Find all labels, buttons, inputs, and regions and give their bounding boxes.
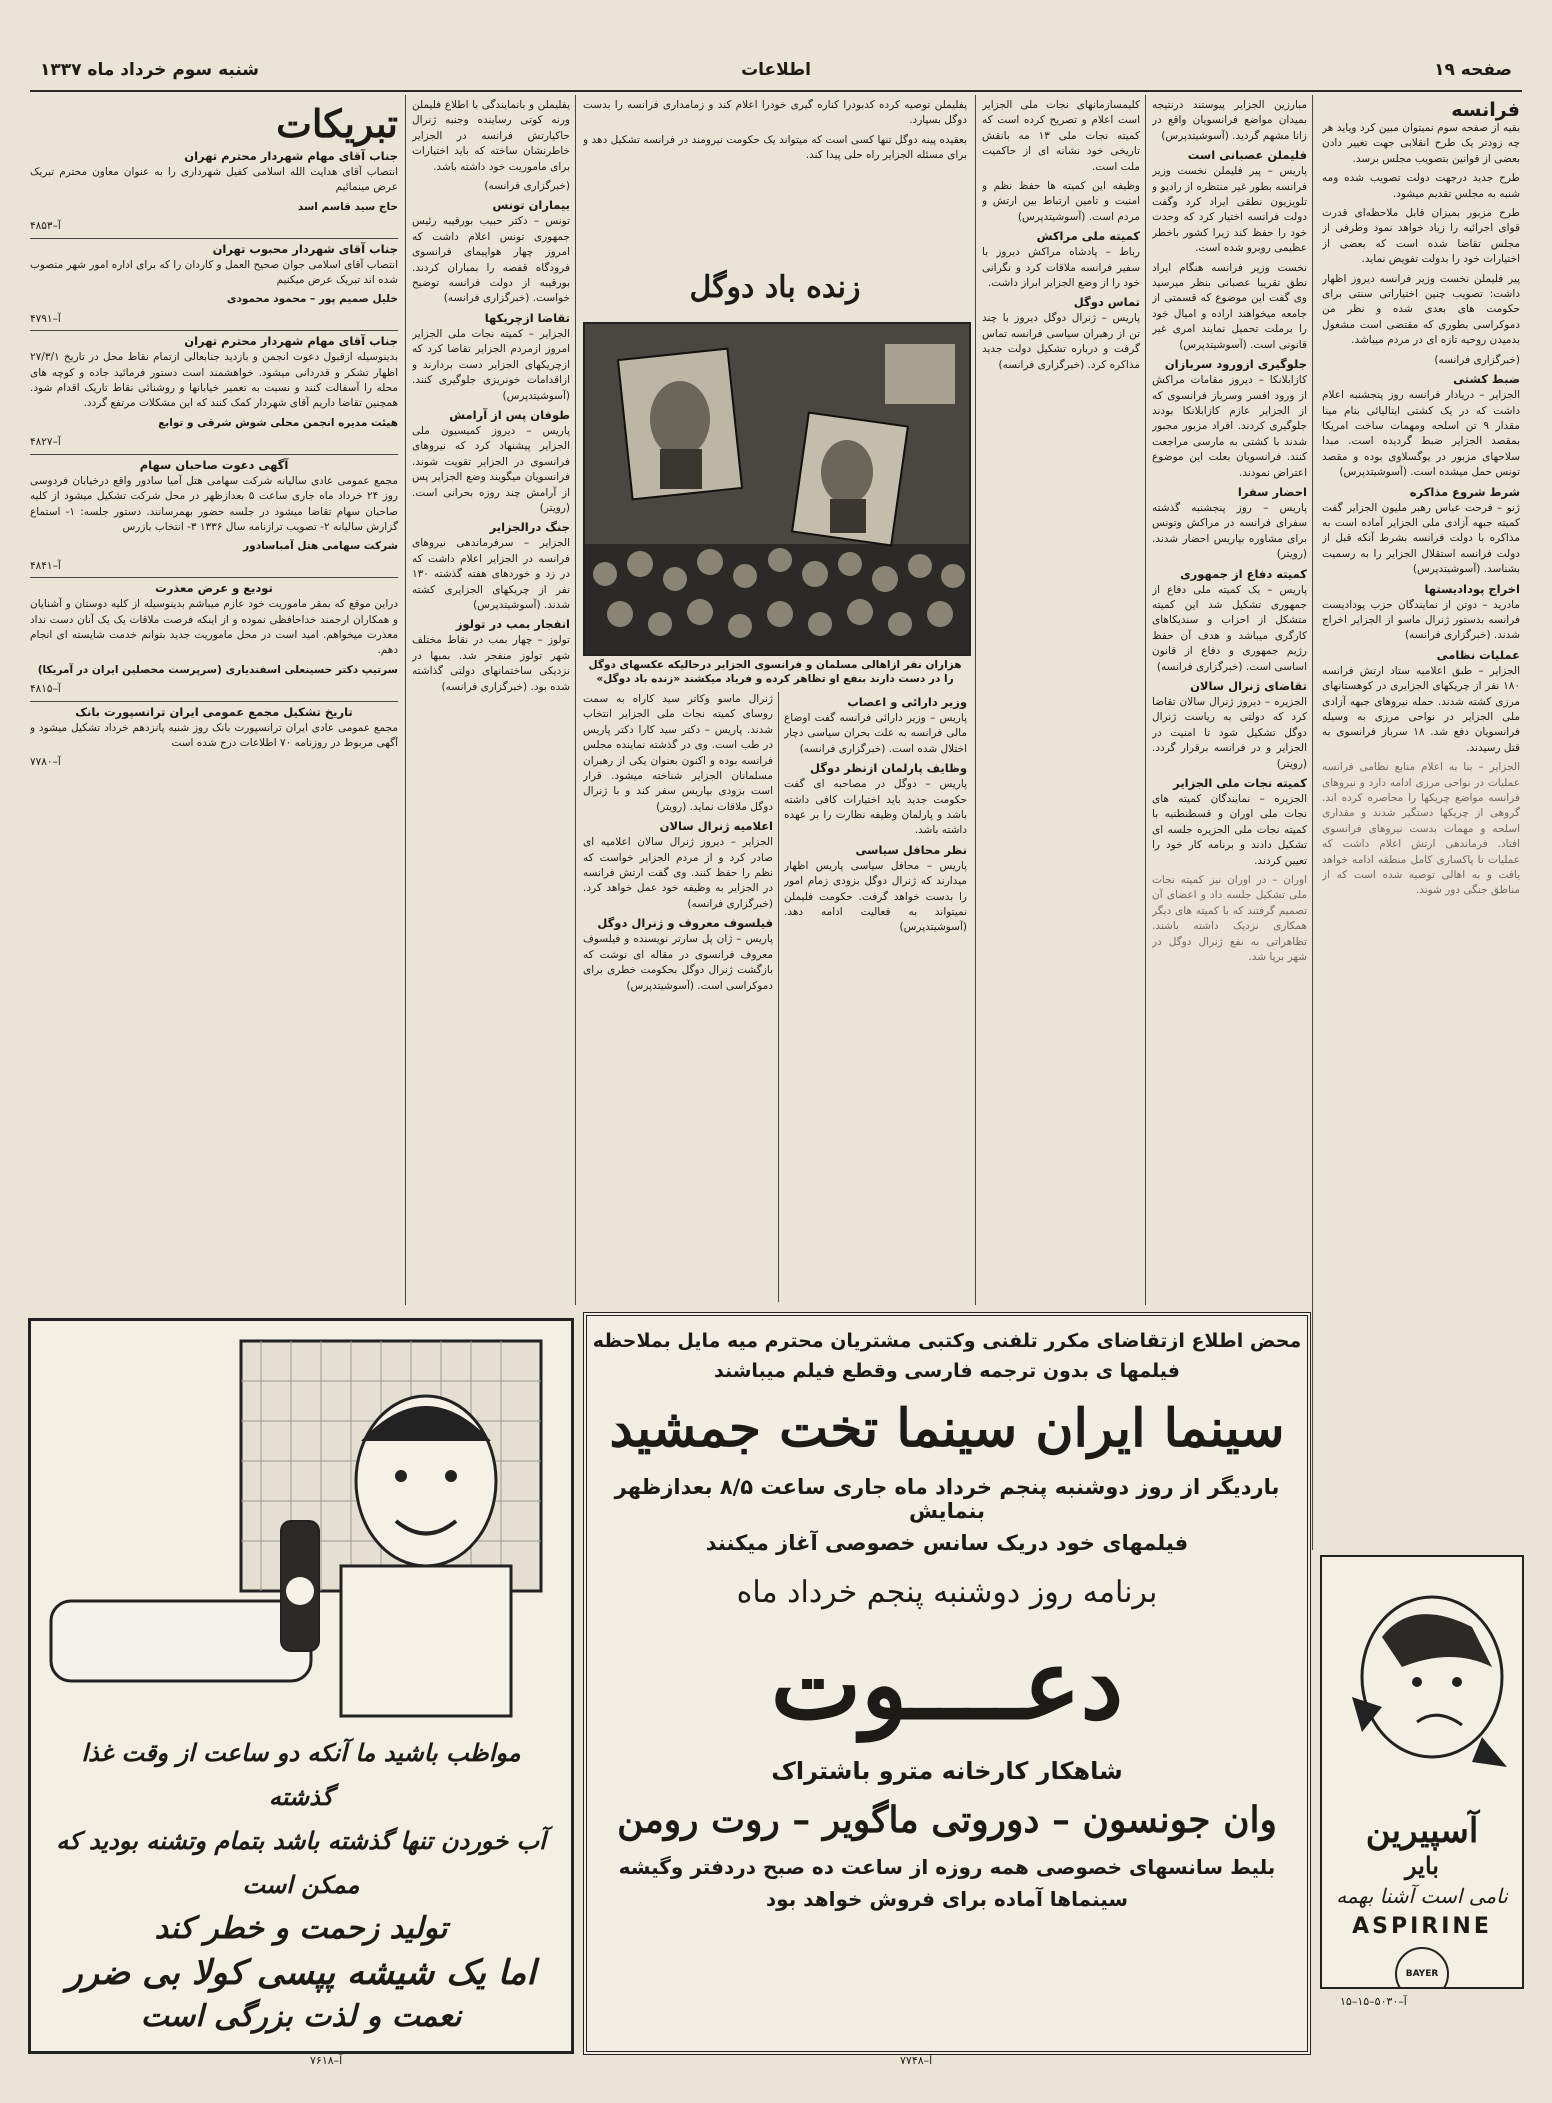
article-paragraph: طرح جدید درجهت دولت تصویب شده ومه شنبه به مجلس تقدیم میشود. [1322, 172, 1520, 200]
article-paragraph: ژنو – فرحت عباس رهبر ملیون الجزایر گفت کمیته جبهه آزادی ملی الجزایر آماده است به مذاکره با دولت فرانسه بشرط آنکه قبل از دولت فرانسه استقلال الجزایر را به رسمیت بشناسد. (آسوشیتدپرس) [1322, 501, 1520, 576]
article-title-france: فرانسه [1451, 99, 1520, 121]
subheading: جنگ درالجزایر [489, 520, 570, 535]
article-paragraph: بعقیده پینه دوگل تنها کسی است که میتواند یک حکومت نیرومند در فرانسه تشکیل دهد و برای مسئله الجزایر راه حلی پیدا کند. [583, 133, 967, 162]
column-2: مبارزین الجزایر پیوستند درنتیجه بمیدان مواضع فرانسویان واقع در زانا مشهم گردید. (آسوشیتدپرس) فلیملن عصبانی است پاریس – پیر فلیملن نخست وزیر فرانسه بطور غیر منتظره از رادیو و تلویزیون نطقی ایراد کرد وگفت دولت فرانسه اختیار کرد که وحدت خود را حفظ کند زیرا کشور باخطر عظیمی روبرو شده است. نخست وزیر فرانسه هنگام ایراد نطق تقریبا عصبانی بنظر میرسید وی گفت این موضوع که قسمتی از جامعه میخواهند اراده و امیال خود را برملت تحمیل نمایند امری غیر قانونی است. (آسوشیتدپرس) جلوگیری ازورود سربازان کازابلانکا – دیروز مقامات مراکش از ورود افسر وسرباز فرانسوی که از الجزایر عازم کازابلانکا بودند جلوگیری کردند. افراد مزبور مجبور شدند با کشتی به مارسی مراجعت کنند. فرانسویان بعلت این موضوع اعتراض نمودند. احضار سفرا پاریس – روز پنجشنبه گذشته سفرای فرانسه در مراکش وتونس برای مشاوره بپاریس احضار شدند. (رویتر) کمیته دفاع از جمهوری پاریس – یک کمیته ملی دفاع از جمهوری تشکیل شد این کمیته متشکل از احزاب و سندیکاهای کارگری میباشد و هدف آن حفظ رژیم جمهوری و دفاع از قانون اساسی است. (خبرگزاری فرانسه) تقاضای ژنرال سالان الجزیره – دیروز ژنرال سالان تقاضا کرد که دولتی به ریاست ژنرال دوگل تشکیل شود تا امنیت در الجزایر و در فرانسه برقرار گردد. (رویتر) کمیته نجات ملی الجزایر الجزیره – نمایندگان کمیته های نجات ملی اوران و قسطنطنیه با کمیته نجات ملی الجزیره جلسه ای تشکیل دادند و برنامه کار خود را تعیین کردند. اوران – در اوران نیز کمیته نجات ملی تشکیل جلسه داد و اعضای آن تصمیم گرفتند که با کمیته های دیگر همکاری نزدیک داشته باشند. تظاهراتی به نفع ژنرال دوگل در شهر برپا شد. [1152, 99, 1307, 964]
column-4b [784, 692, 967, 1302]
subheading: طوفان پس از آرامش [449, 407, 570, 422]
announcement-text: مجمع عمومی عادی سالیانه شرکت سهامی هتل آمیا سادور واقع درخیابان فردوسی روز ۲۴ خرداد ماه جاری ساعت ۵ بعدازظهر در محل شرکت تشکیل میشود از کلیه صاحبان سهام تقاضا میشود در جلسه حضور بهمرسانند. دستور جلسه: ۱- استماع گزارش سالیانه ۲- تصویب ترازنامه سال ۱۳۳۶ ۳- انتخاب بازرس [30, 474, 398, 533]
article-paragraph: (خبرگزاری فرانسه) [484, 180, 570, 193]
crowd-photo [583, 322, 971, 656]
subheading: اخراج پودادیستها [1424, 581, 1520, 596]
cinema-ad-line: بلیط سانسهای خصوصی همه روزه از ساعت ده صبح دردفتر وگیشه [618, 1855, 1276, 1879]
aspirin-ad-code: آ–۵۰۳۰–۱۵–۱۵ [1340, 1995, 1407, 2008]
announcement-heading: تاریخ تشکیل مجمع عمومی ایران ترانسپورت بانک [75, 704, 353, 719]
article-paragraph: پاریس – یک کمیته ملی دفاع از جمهوری تشکیل شد این کمیته متشکل از احزاب و سندیکاهای کارگری میباشد و هدف آن حفظ رژیم جمهوری و دفاع از قانون اساسی است. (خبرگزاری فرانسه) [1152, 583, 1307, 673]
article-paragraph: پاریس – ژان پل سارتر نویسنده و فیلسوف معروف فرانسوی در مقاله ای نوشت که بازگشت ژنرال دوگل بحکومت خطری برای دموکراسی است. (آسوشیتدپرس) [583, 933, 773, 992]
ad-code: آ–۷۷۸۰ [30, 756, 61, 769]
subheading: فیلسوف معروف و ژنرال دوگل [597, 916, 773, 931]
announcement-signature: شرکت سهامی هتل آمباسادور [243, 540, 398, 553]
film-title: دعــــوت [770, 1628, 1124, 1741]
bayer-cross-logo: BAYER [1395, 1947, 1449, 1989]
subheading: عملیات نظامی [1436, 647, 1520, 662]
announcement-heading: تودیع و عرض معذرت [155, 581, 273, 596]
ad-code: آ–۴۸۴۱ [30, 559, 61, 572]
cinema-ad-line: باردیگر از روز دوشنبه پنجم خرداد ماه جاری ساعت ۸/۵ بعدازظهر بنمایش [614, 1475, 1280, 1523]
article-paragraph: رباط – پادشاه مراکش دیروز با سفیر فرانسه ملاقات کرد و نگرانی خود را از وضع الجزایر ابراز داشت. [982, 246, 1140, 290]
page-number: صفحه ۱۹ [1434, 60, 1512, 80]
article-paragraph: پاریس – ژنرال دوگل دیروز با چند تن از رهبران سیاسی فرانسه تماس گرفت و درباره تشکیل دولت جدید مذاکره کرد. (خبرگزاری فرانسه) [982, 312, 1140, 371]
ad-code: آ–۴۸۱۵ [30, 683, 61, 696]
article-paragraph: ژنرال ماسو وکاتر سید کاراه به سمت روسای کمیته نجات ملی الجزایر انتخاب شدند. پاریس – دکتر سید کارا دکتر پاریس در طب است. وی در گذشته نماینده مجلس فرانسه بوده و اکنون بعنوان یکی از رهبران مسلمانان الجزایر شناخته میشود. قرار است بزودی بپاریس سفر کند و با ژنرال دوگل ملاقات نماید. (رویتر) [583, 693, 773, 813]
article-paragraph: نخست وزیر فرانسه هنگام ایراد نطق تقریبا عصبانی بنظر میرسید وی گفت این موضوع که قسمتی از جامعه میخواهند اراده و امیال خود را برملت تحمیل نمایند امری غیر قانونی است. (آسوشیتدپرس) [1152, 261, 1307, 351]
article-paragraph: الجزیره – دیروز ژنرال سالان تقاضا کرد که دولتی به ریاست ژنرال دوگل تشکیل شود تا امنیت در الجزایر و در فرانسه برقرار گردد. (رویتر) [1152, 696, 1307, 770]
article-paragraph: مبارزین الجزایر پیوستند درنتیجه بمیدان مواضع فرانسویان واقع در زانا مشهم گردید. (آسوشیتدپرس) [1152, 99, 1307, 142]
subheading: انفجار بمب در تولوز [455, 617, 570, 632]
aspirin-brand: آسپیرین [1365, 1811, 1479, 1851]
subheading: تقاضای ژنرال سالان [1190, 679, 1307, 693]
article-paragraph: بقیه از صفحه سوم نمیتوان مبین کرد ویاید هر چه زودتر یک طرح انقلابی جهت تغییر دادن بعضی از قوانین بتصویب مجلس برسد. [1322, 122, 1520, 165]
article-paragraph: الجزایر – سرفرماندهی نیروهای فرانسه در الجزایر اعلام داشت که در زد و خوردهای هفته گذشته ۱۳۰ نفر از چریکهای الجزایری کشته شدند. (آسوشیتدپرس) [412, 537, 570, 611]
article-paragraph: مادرید – دوتن از نمایندگان حزب پودادیست فرانسه بدستور ژنرال ماسو از الجزایر اخراج شدند. (خبرگزاری فرانسه) [1322, 598, 1520, 642]
pepsi-text-line: تولید زحمت و خطر کند [154, 1911, 448, 1946]
cinema-ad-line: فیلمهای خود دریک سانس خصوصی آغاز میکنند [705, 1531, 1189, 1555]
subheading: کمیته دفاع از جمهوری [1180, 566, 1307, 581]
issue-date: شنبه سوم خرداد ماه ۱۳۳۷ [40, 60, 259, 80]
pepsi-text-line: مواظب باشید ما آنکه دو ساعت از وقت غذا گذشته [81, 1738, 521, 1811]
cinema-names: سینما ایران سینما تخت جمشید [609, 1398, 1285, 1459]
pepsi-text-line: آب خوردن تنها گذشته باشد بتمام وتشنه بودید که ممکن است [56, 1826, 546, 1899]
article-paragraph: الجزایر – دریادار فرانسه روز پنجشنبه اعلام داشت که در یک کشتی ایتالیائی بنام مینا مقدار ۹ تن اسلحه ومهمات ساخت امریکا بمقصد الجزایر ضبط گردیده است. مبدا سلاحهای مزبور در یوگسلاوی بوده و مقصد تونس حمل میشده است. (آسوشیتدپرس) [1322, 389, 1520, 479]
announcement-text: مجمع عمومی عادی ایران ترانسپورت بانک روز شنبه پانزدهم خرداد تشکیل میشود و آگهی مربوط در روزنامه ۷۰ اطلاعات درج شده است [30, 721, 398, 749]
article-paragraph: پاریس – دوگل در مصاحبه ای گفت حکومت جدید باید اختیارات کافی داشته باشد و پارلمان وظیفه نظارت را بر عهده داشته باشد. [784, 778, 967, 837]
column-4-top [583, 98, 967, 268]
announcement-text: انتصاب آقای اسلامی جوان صحیح العمل و کاردان را که برای اداره امور شهر منصوب شده اند تبریک عرض میکنیم [30, 258, 398, 287]
page-header [30, 56, 1522, 92]
pepsi-text-line: نعمت و لذت بزرگی است [140, 1999, 462, 2034]
article-paragraph: پاریس – وزیر دارائی فرانسه گفت اوضاع مالی فرانسه به علت بحران سیاسی دچار اختلال شده است. (خبرگزاری فرانسه) [784, 712, 967, 755]
cinema-ad-line: محض اطلاع ازتقاضای مکرر تلفنی وکتبی مشتریان محترم میه مایل بملاحظه [592, 1330, 1302, 1352]
article-paragraph: طرح مزبور بمیزان قابل ملاحظه‌ای قدرت قوای اجرائیه را زیاد خواهد نمود وطرفی از مجلس تقاضا شده است که بعضی از اختیارات خود را بدولت تفویض نماید. [1322, 207, 1520, 266]
announcement-text: بدینوسیله ازقبول دعوت انجمن و بازدید جنابعالی ازتمام نقاط محل در تاریخ ۲۷/۳/۱ اظهار تشکر و قدردانی میشود. خواهشمند است دستور فرمائید جاده و کوچه های محله را آسفالت کنند و نسبت به تعمیر خیابانها و روشنائی نقاط تاریک اقدام شود. همچنین تقاضا داریم آقای شهردار کمک کنند که این مشکلات مرتفع گردد. [30, 351, 398, 410]
article-paragraph: پاریس – دیروز کمیسیون ملی الجزایر پیشنهاد کرد که نیروهای فرانسوی در الجزایر تقویت شوند. فرانسویان میگویند وضع الجزایر پس از آرامش چند روزه بحرانی است. (رویتر) [412, 424, 570, 514]
photo-caption: هزاران نفر ازاهالی مسلمان و فرانسوی الجزایر درحالیکه عکسهای دوگل را در دست دارند بنفع او تظاهر کرده و فریاد میکشند «زنده باد دوگل» [588, 659, 962, 685]
subheading: تقاضا ازچریکها [484, 310, 570, 325]
announcements-title: تبریکات [276, 101, 398, 146]
crowd-illustration [585, 324, 969, 654]
article-paragraph: پاریس – محافل سیاسی پاریس اظهار میدارند که ژنرال دوگل بزودی زمام امور را بدست خواهد گرفت. حکومت فلیملن نمیتواند به فعالیت ادامه دهد. (آسوشیتدپرس) [784, 859, 967, 934]
subheading: تماس دوگل [1073, 295, 1140, 310]
ad-code: آ–۴۷۹۱ [30, 312, 61, 325]
newspaper-name: اطلاعات [741, 60, 811, 80]
article-paragraph: کلیمسازمانهای نجات ملی الجزایر است اعلام و تصریح کرده است که کمیته نجات ملی ۱۳ مه بانقش تاریخی خود نشانه ای از حاکمیت ملت است. [982, 99, 1140, 173]
article-paragraph: الجزایر – کمیته نجات ملی الجزایر امروز ازمردم الجزایر تقاضا کرد که ازچریکهای الجزایر دست بردارند و ازاقدامات خونریزی جلوگیری کنند. (آسوشیتدپرس) [412, 327, 570, 402]
pepsi-ad [28, 1318, 574, 2054]
announcement-signature: هیئت مدیره انجمن محلی شوش شرقی و توابع [158, 416, 398, 429]
subheading: احضار سفرا [1237, 484, 1307, 499]
subheading: کمیته نجات ملی الجزایر [1173, 776, 1307, 791]
cinema-ad-line: فیلمها ی بدون ترجمه فارسی وقطع فیلم میباشند [714, 1360, 1180, 1382]
subheading: وزیر دارائی و اعصاب [847, 695, 967, 709]
cinema-ad-line: سینماها آماده برای فروش خواهد بود [765, 1887, 1129, 1911]
ad-code: آ–۴۸۵۳ [30, 220, 61, 233]
aspirin-ad [1320, 1555, 1524, 1989]
announcement-heading: آگهی دعوت صاحبان سهام [139, 457, 289, 472]
announcement-heading: جناب آقای شهردار محبوب تهران [212, 241, 398, 256]
photo-headline: زنده باد دوگل [689, 270, 861, 305]
subheading: وظایف پارلمان ازنظر دوگل [810, 761, 967, 776]
article-paragraph: پاریس – پیر فلیملن نخست وزیر فرانسه بطور غیر منتظره از رادیو و تلویزیون نطقی ایراد کرد وگفت دولت فرانسه اختیار کرد که وحدت خود را حفظ کند زیرا کشور باخطر عظیمی روبرو شده است. [1152, 165, 1307, 255]
pepsi-illustration [31, 1321, 571, 1721]
article-paragraph: پفلیملن توصیه کرده کدبودرا کناره گیری خودرا اعلام کند و زمامداری فرانسه را بدست دوگل بسپارد. [583, 99, 967, 127]
announcement-heading: جناب آقای مهام شهردار محترم تهران [184, 334, 398, 349]
subheading: شرط شروع مذاکره [1409, 484, 1520, 499]
article-paragraph: کازابلانکا – دیروز مقامات مراکش از ورود افسر وسرباز فرانسوی که از الجزایر عازم کازابلانکا بودند جلوگیری کردند. افراد مزبور مجبور شدند با کشتی به مارسی مراجعت کنند. فرانسویان بعلت این موضوع اعتراض نمودند. [1152, 374, 1307, 479]
article-paragraph: پیر فلیملن نخست وزیر فرانسه دیروز اظهار داشت: تصویب چنین اختیاراتی سنتی برای حکومت های بعدی شده و نظر من دموکراسی بطوری که مقتضی است مشغول بدمیدن روحیه تازه ای در مردم میباشد. [1322, 272, 1520, 347]
ad-code: آ–۴۸۲۷ [30, 436, 61, 449]
subheading: نظر محافل سیاسی [855, 842, 967, 857]
aspirin-illustration [1322, 1557, 1522, 1807]
subheading: کمیته ملی مراکش [1036, 229, 1140, 244]
announcement-signature: خلیل صمیم پور – محمود محمودی [226, 293, 398, 306]
program-date: برنامه روز دوشنبه پنجم خرداد ماه [736, 1575, 1158, 1610]
column-3 [982, 98, 1140, 1303]
article-paragraph: تولوز – چهار بمب در نقاط مختلف شهر تولوز منفجر شد. بمبها در نزدیکی ساختمانهای دولتی گذاشته شده بود. (خبرگزاری فرانسه) [412, 634, 570, 693]
subheading: فلیملن عصبانی است [1187, 148, 1307, 163]
subheading: اعلامیه ژنرال سالان [659, 819, 773, 834]
cinema-ad [583, 1312, 1311, 2055]
article-paragraph: پاریس – روز پنجشنبه گذشته سفرای فرانسه در مراکش وتونس برای مشاوره بپاریس احضار شدند. (رویتر) [1152, 501, 1307, 561]
subheading: جلوگیری ازورود سربازان [1164, 357, 1307, 372]
subheading: بیماران تونس [492, 198, 570, 213]
pepsi-brand-line: اما یک شیشه پپسی کولا بی ضرر [66, 1953, 536, 1993]
aspirin-maker: بایر [1405, 1851, 1439, 1880]
column-announcements [30, 98, 398, 1313]
column-france: فرانسه بقیه از صفحه سوم نمیتوان مبین کرد ویاید هر چه زودتر یک طرح انقلابی جهت تغییر دادن بعضی از قوانین بتصویب مجلس برسد. طرح جدید درجهت دولت تصویب شده ومه شنبه به مجلس تقدیم میشود. طرح مزبور بمیزان قابل ملاحظه‌ای قدرت قوای اجرائیه را زیاد خواهد نمود وطرفی از مجلس تقاضا شده است که بعضی از اختیارات خود را بدولت تفویض نماید. پیر فلیملن نخست وزیر فرانسه دیروز اظهار داشت: تصویب چنین اختیاراتی سنتی برای حکومت های بعدی شده و نظر من دموکراسی بطوری که مقتضی است مشغول بدمیدن روحیه تازه ای در مردم میباشد. (خبرگزاری فرانسه) ضبط کشتی الجزایر – دریادار فرانسه روز پنجشنبه اعلام داشت که در یک کشتی ایتالیائی بنام مینا مقدار ۹ تن اسلحه ومهمات ساخت امریکا بمقصد الجزایر ضبط گردیده است. مبدا سلاحهای مزبور در یوگسلاوی بوده و مقصد تونس حمل میشده است. (آسوشیتدپرس) شرط شروع مذاکره ژنو – فرحت عباس رهبر ملیون الجزایر گفت کمیته جبهه آزادی ملی الجزایر آماده است به مذاکره با دولت فرانسه بشرط آنکه قبل از دولت فرانسه استقلال الجزایر را به رسمیت بشناسد. (آسوشیتدپرس) اخراج پودادیستها مادرید – دوتن از نمایندگان حزب پودادیست فرانسه بدستور ژنرال ماسو از الجزایر اخراج شدند. (خبرگزاری فرانسه) عملیات نظامی الجزایر – طبق اعلامیه ستاد ارتش فرانسه ۱۸۰ نفر از چریکهای الجزایری در کوهستانهای مرزی کشته شدند. حمله نیروهای جبهه آزادی ملی الجزایر در نواحی مرزی به وسیله فرانسویان دفع شد. ۱۸ سرباز فرانسوی به قتل رسیدند. الجزایر – بنا به اعلام منابع نظامی فرانسه عملیات در نواحی مرزی ادامه دارد و نیروهای فرانسه مواضع چریکها را محاصره کرده اند. گروهی از چریکها دستگیر شدند و مقداری اسلحه و مهمات بدست نیروهای فرانسوی افتاد. فرماندهی ارتش اعلام داشت که عملیات تا پاکسازی کامل منطقه ادامه خواهد یافت و به اهالی توصیه شده است که از مناطق جنگی دور شوند. [1322, 99, 1520, 897]
pepsi-ad-code: آ–۷۶۱۸ [310, 2054, 343, 2067]
announcement-text: انتصاب آقای هدایت الله اسلامی کفیل شهرداری را به عنوان معاون محترم تبریک عرض مینمائیم [30, 166, 398, 194]
film-stars: وان جونسون – دوروتی ماگویر – روت رومن [617, 1799, 1277, 1841]
article-paragraph: یفلیملن و بانمایندگی با اطلاع فلیملن ورنه کوتی رساینده وجنبه ژنرال حاکیارتش فرانسه در الجزایر خاطرنشان ساخته که باید اختیارات برای ماموریت خود داشته باشد. [412, 99, 570, 173]
article-paragraph: الجزایر – طبق اعلامیه ستاد ارتش فرانسه ۱۸۰ نفر از چریکهای الجزایری در کوهستانهای مرزی کشته شدند. حمله نیروهای جبهه آزادی ملی الجزایر در نواحی مرزی به وسیله فرانسویان دفع شد. ۱۸ سرباز فرانسوی به قتل رسیدند. [1322, 664, 1520, 754]
announcement-signature: حاج سید قاسم اسد [297, 200, 398, 213]
announcement-signature: سرتیپ دکتر حسینعلی اسفندیاری (سرپرست محصلین ایران در آمریکا) [37, 663, 398, 676]
column-4a [583, 692, 773, 1302]
subheading: ضبط کشتی [1453, 372, 1520, 387]
cinema-ad-line: شاهکار کارخانه مترو باشتراک [771, 1757, 1123, 1785]
aspirin-slogan: نامی است آشنا بهمه [1336, 1884, 1508, 1908]
article-paragraph: وظیفه این کمیته ها حفظ نظم و امنیت و تامین ارتباط بین ارتش و مردم است. (آسوشیتدپرس) [982, 180, 1140, 223]
article-paragraph: تونس – دکتر حبیب بورقیبه رئیس جمهوری تونس اعلام داشت که امروز چهار هواپیمای فرانسوی فرودگاه قفصه را بمباران کردند. بورقیبه از دولت فرانسه توضیح خواست. (خبرگزاری فرانسه) [412, 215, 570, 305]
announcement-text: دراین موقع که بمقر ماموریت خود عازم میباشم بدینوسیله از کلیه دوستان و آشنایان و همکاران ارجمند خداحافظی نموده و از اینکه فرصت ملاقات یک یک آنان دست نداد معذرت میخواهم. امید است در محل ماموریت جدید بتوانم خدمت شایسته ای انجام دهم. [30, 598, 398, 657]
announcement-heading: جناب آقای مهام شهردار محترم تهران [184, 149, 398, 163]
article-paragraph: الجزایر – دیروز ژنرال سالان اعلامیه ای صادر کرد و از مردم الجزایر خواست که نظم را حفظ کنند. وی گفت ارتش فرانسه در الجزایر به وظیفه خود عمل خواهد کرد. (خبرگزاری فرانسه) [583, 836, 773, 910]
article-paragraph: الجزیره – نمایندگان کمیته های نجات ملی اوران و قسطنطنیه با کمیته نجات ملی الجزیره جلسه ای تشکیل دادند و برنامه کار خود را تعیین کردند. [1152, 793, 1307, 867]
column-5 [412, 98, 570, 1303]
article-paragraph: (خبرگزاری فرانسه) [1434, 353, 1520, 366]
cinema-ad-code: آ–۷۷۴۸ [900, 2054, 933, 2067]
aspirin-latin: ASPIRINE [1352, 1914, 1492, 1939]
